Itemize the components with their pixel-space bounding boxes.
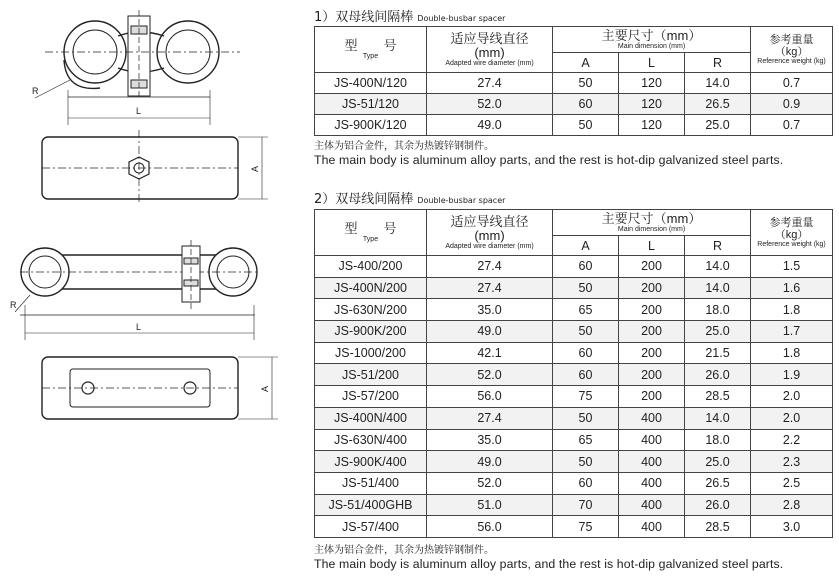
table-row xyxy=(315,451,833,473)
cell-l: 200 xyxy=(619,364,685,386)
cell-r: 26.0 xyxy=(685,494,751,516)
cell-diameter: 49.0 xyxy=(427,115,553,136)
cell-r: 25.0 xyxy=(685,451,751,473)
cell-weight: 1.9 xyxy=(751,364,833,386)
header-type: 型 号 Type xyxy=(315,27,427,73)
table-row xyxy=(315,321,833,343)
cell-r: 25.0 xyxy=(685,115,751,136)
cell-l: 120 xyxy=(619,115,685,136)
cell-diameter: 27.4 xyxy=(427,73,553,94)
cell-type: JS-900K/200 xyxy=(315,321,427,343)
cell-type: JS-51/400GHB xyxy=(315,494,427,516)
cell-l: 200 xyxy=(619,299,685,321)
cell-l: 200 xyxy=(619,277,685,299)
cell-r: 14.0 xyxy=(685,407,751,429)
section2-title-en: Double-busbar spacer xyxy=(417,196,506,205)
cell-a: 70 xyxy=(553,494,619,516)
cell-weight: 1.5 xyxy=(751,256,833,278)
table-row xyxy=(315,386,833,408)
header-a: A xyxy=(553,236,619,256)
header-diameter: 适应导线直径 (mm) Adapted wire diameter (mm) xyxy=(427,27,553,73)
cell-weight: 0.9 xyxy=(751,94,833,115)
cell-weight: 1.8 xyxy=(751,299,833,321)
cell-weight: 2.0 xyxy=(751,386,833,408)
cell-diameter: 35.0 xyxy=(427,299,553,321)
cell-type: JS-400N/120 xyxy=(315,73,427,94)
cell-r: 18.0 xyxy=(685,299,751,321)
cell-r: 26.0 xyxy=(685,364,751,386)
header-weight: 参考重量 （kg） Reference weight (kg) xyxy=(751,210,833,256)
cell-a: 50 xyxy=(553,277,619,299)
header-a: A xyxy=(553,53,619,73)
cell-diameter: 52.0 xyxy=(427,472,553,494)
cell-a: 50 xyxy=(553,407,619,429)
section2-title xyxy=(314,188,505,207)
drawing3-radius-label: R xyxy=(10,300,17,310)
cell-type: JS-630N/400 xyxy=(315,429,427,451)
table-row xyxy=(315,277,833,299)
cell-weight: 0.7 xyxy=(751,115,833,136)
spacer-120-top-view xyxy=(42,130,268,205)
cell-r: 14.0 xyxy=(685,73,751,94)
cell-weight: 2.2 xyxy=(751,429,833,451)
cell-type: JS-900K/400 xyxy=(315,451,427,473)
section1-note-cn: 主体为铝合金件，其余为热镀锌钢制件。 xyxy=(314,141,494,152)
cell-diameter: 35.0 xyxy=(427,429,553,451)
cell-r: 26.5 xyxy=(685,472,751,494)
cell-type: JS-51/400 xyxy=(315,472,427,494)
cell-type: JS-51/200 xyxy=(315,364,427,386)
cell-l: 200 xyxy=(619,321,685,343)
header-type: 型 号 Type xyxy=(315,210,427,256)
cell-weight: 2.0 xyxy=(751,407,833,429)
table-row xyxy=(315,256,833,278)
cell-a: 50 xyxy=(553,73,619,94)
cell-r: 26.5 xyxy=(685,94,751,115)
cell-l: 400 xyxy=(619,451,685,473)
cell-a: 60 xyxy=(553,472,619,494)
cell-l: 400 xyxy=(619,494,685,516)
drawing1-radius-label: R xyxy=(32,86,39,96)
cell-weight: 2.3 xyxy=(751,451,833,473)
cell-diameter: 27.4 xyxy=(427,256,553,278)
cell-a: 75 xyxy=(553,516,619,538)
cell-diameter: 52.0 xyxy=(427,364,553,386)
cell-r: 28.5 xyxy=(685,516,751,538)
cell-l: 400 xyxy=(619,516,685,538)
cell-r: 25.0 xyxy=(685,321,751,343)
table-row xyxy=(315,73,833,94)
cell-type: JS-400N/200 xyxy=(315,277,427,299)
table-row xyxy=(315,94,833,115)
drawing2-height-label: A xyxy=(250,165,260,172)
header-l: L xyxy=(619,236,685,256)
cell-l: 400 xyxy=(619,429,685,451)
section1-title-en: Double-busbar spacer xyxy=(417,14,506,23)
spacer-200-top-view xyxy=(42,357,278,419)
table-row xyxy=(315,364,833,386)
cell-a: 50 xyxy=(553,321,619,343)
table-row xyxy=(315,342,833,364)
cell-a: 60 xyxy=(553,94,619,115)
section2-note-cn: 主体为铝合金件，其余为热镀锌钢制件。 xyxy=(314,545,494,556)
cell-a: 50 xyxy=(553,451,619,473)
cell-l: 400 xyxy=(619,472,685,494)
cell-weight: 1.7 xyxy=(751,321,833,343)
table-row xyxy=(315,299,833,321)
header-diameter: 适应导线直径 (mm) Adapted wire diameter (mm) xyxy=(427,210,553,256)
cell-type: JS-57/400 xyxy=(315,516,427,538)
cell-type: JS-51/120 xyxy=(315,94,427,115)
cell-type: JS-900K/120 xyxy=(315,115,427,136)
table-row xyxy=(315,429,833,451)
section1-note-en: The main body is aluminum alloy parts, and the rest is hot-dip galvanized steel parts. xyxy=(314,153,784,167)
cell-a: 75 xyxy=(553,386,619,408)
cell-diameter: 27.4 xyxy=(427,407,553,429)
cell-diameter: 27.4 xyxy=(427,277,553,299)
cell-a: 50 xyxy=(553,115,619,136)
cell-diameter: 56.0 xyxy=(427,516,553,538)
cell-r: 21.5 xyxy=(685,342,751,364)
cell-r: 18.0 xyxy=(685,429,751,451)
section1-note xyxy=(314,140,783,168)
cell-type: JS-630N/200 xyxy=(315,299,427,321)
header-main-dimension: 主要尺寸（mm） Main dimension (mm) xyxy=(553,27,751,53)
cell-weight: 1.8 xyxy=(751,342,833,364)
cell-a: 60 xyxy=(553,342,619,364)
cell-a: 60 xyxy=(553,256,619,278)
section2-title-cn: 2）双母线间隔棒 xyxy=(314,192,414,207)
header-l: L xyxy=(619,53,685,73)
cell-l: 200 xyxy=(619,386,685,408)
section2-spec-table xyxy=(314,209,833,538)
cell-diameter: 49.0 xyxy=(427,451,553,473)
section1-table-body xyxy=(315,73,833,136)
cell-r: 28.5 xyxy=(685,386,751,408)
header-main-dimension: 主要尺寸（mm） Main dimension (mm) xyxy=(553,210,751,236)
drawing1-length-label: L xyxy=(136,106,142,116)
cell-a: 65 xyxy=(553,429,619,451)
cell-diameter: 49.0 xyxy=(427,321,553,343)
cell-type: JS-400N/400 xyxy=(315,407,427,429)
header-r: R xyxy=(685,53,751,73)
cell-weight: 3.0 xyxy=(751,516,833,538)
cell-type: JS-400/200 xyxy=(315,256,427,278)
cell-weight: 1.6 xyxy=(751,277,833,299)
cell-l: 120 xyxy=(619,73,685,94)
cell-weight: 2.8 xyxy=(751,494,833,516)
section2-note-en: The main body is aluminum alloy parts, and the rest is hot-dip galvanized steel parts. xyxy=(314,557,784,571)
cell-diameter: 52.0 xyxy=(427,94,553,115)
table-row xyxy=(315,494,833,516)
cell-l: 400 xyxy=(619,407,685,429)
cell-l: 200 xyxy=(619,342,685,364)
cell-a: 60 xyxy=(553,364,619,386)
cell-a: 65 xyxy=(553,299,619,321)
section1-spec-table xyxy=(314,26,833,136)
section1-title xyxy=(314,6,505,25)
cell-r: 14.0 xyxy=(685,277,751,299)
cell-weight: 0.7 xyxy=(751,73,833,94)
cell-r: 14.0 xyxy=(685,256,751,278)
table-row xyxy=(315,516,833,538)
table-row xyxy=(315,407,833,429)
table-row xyxy=(315,115,833,136)
technical-drawings xyxy=(0,0,300,577)
cell-type: JS-1000/200 xyxy=(315,342,427,364)
cell-l: 200 xyxy=(619,256,685,278)
section2-note xyxy=(314,544,783,572)
section2-table-body xyxy=(315,256,833,538)
drawing3-length-label: L xyxy=(136,322,142,332)
cell-diameter: 51.0 xyxy=(427,494,553,516)
table-row xyxy=(315,472,833,494)
header-r: R xyxy=(685,236,751,256)
drawing4-height-label: A xyxy=(260,385,270,392)
header-weight: 参考重量 （kg） Reference weight (kg) xyxy=(751,27,833,73)
section1-title-cn: 1）双母线间隔棒 xyxy=(314,10,414,25)
cell-type: JS-57/200 xyxy=(315,386,427,408)
cell-weight: 2.5 xyxy=(751,472,833,494)
cell-diameter: 42.1 xyxy=(427,342,553,364)
cell-diameter: 56.0 xyxy=(427,386,553,408)
cell-l: 120 xyxy=(619,94,685,115)
